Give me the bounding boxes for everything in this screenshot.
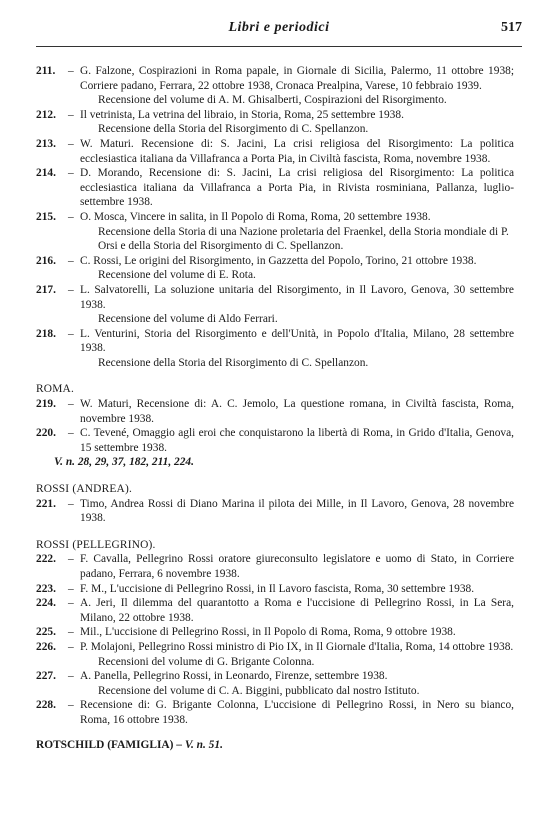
entry-number: 227. [36, 670, 56, 683]
entry-dash: – [68, 670, 74, 683]
entry-dash: – [68, 427, 74, 440]
entry-content [80, 137, 514, 166]
entry-text: Recensione di: G. Brigante Colonna, L'uccisione di Pellegrino Rossi, in Nero su bianco, Roma, 16 ottobre 1938. [80, 699, 514, 726]
entry-content [80, 497, 514, 526]
bib-entry [36, 625, 514, 640]
bib-entry [36, 552, 514, 581]
bib-entry [36, 497, 514, 526]
entry-content [80, 640, 514, 669]
entry-content [80, 596, 514, 625]
entry-number: 214. [36, 167, 56, 180]
entry-text: Timo, Andrea Rossi di Diano Marina il pilota dei Mille, in Il Lavoro, Genova, 28 novembre 1938. [80, 497, 514, 525]
entry-number: 216. [36, 254, 56, 267]
entry-content [80, 283, 514, 327]
entry-content [80, 625, 514, 640]
entry-text: A. Jeri, Il dilemma del quarantotto a Roma e l'uccisione di Pellegrino Rossi, in La Sera, Milano, 22 ottobre 1938. [80, 597, 514, 624]
entry-text: W. Maturi. Recensione di: S. Jacini, La crisi religiosa del Risorgimento: La politica ecclesiastica italiana da Villafranca a Porta Pia, in Civiltà fascista, Roma, novembre 1938. [80, 137, 514, 165]
footer-label: ROTSCHILD (FAMIGLIA) [36, 738, 174, 751]
bib-entry [36, 582, 514, 597]
entry-dash: – [68, 640, 74, 653]
entry-content [80, 426, 514, 455]
entry-text: F. Cavalla, Pellegrino Rossi oratore giureconsulto legislatore e uomo di Stato, in Corriere padano, Ferrara, 6 novembre 1938. [80, 553, 514, 580]
entry-dash: – [68, 167, 74, 180]
entry-content [80, 166, 514, 210]
entry-dash: – [68, 108, 74, 121]
entry-content [80, 254, 514, 283]
bib-entry [36, 166, 514, 210]
entry-number: 223. [36, 582, 56, 595]
entry-text: L. Venturini, Storia del Risorgimento e dell'Unità, in Popolo d'Italia, Milano, 28 settembre 1938. [80, 327, 514, 355]
entry-text: D. Morando, Recensione di: S. Jacini, La crisi religiosa del Risorgimento: La politica ecclesiastica italiana da Villafranca a Porta Pia, in Rivista rosminiana, Pallanza, luglio-settembre 1938. [80, 167, 514, 209]
header-rule [36, 46, 522, 47]
bib-entry [36, 640, 514, 669]
bib-entry [36, 283, 514, 327]
entry-content [80, 64, 514, 108]
entry-number: 211. [36, 65, 56, 77]
entry-text: O. Mosca, Vincere in salita, in Il Popolo di Roma, Roma, 20 settembre 1938. [80, 210, 431, 223]
section-heading: ROMA. [36, 383, 75, 396]
entry-number: 213. [36, 137, 56, 150]
entry-note: Recensione della Storia di una Nazione proletaria del Fraenkel, della Storia mondiale di P. Orsi e della Storia del Risorgimento di C. Spellanzon. [98, 225, 509, 253]
entry-note: Recensione del volume di A. M. Ghisalberti, Cospirazioni del Risorgimento. [98, 94, 447, 107]
entry-dash: – [68, 327, 74, 340]
entry-content [80, 669, 514, 698]
entry-content [80, 397, 514, 426]
bib-entry [36, 327, 514, 371]
entry-text: C. Tevené, Omaggio agli eroi che conquistarono la libertà di Roma, in Grido d'Italia, Genova, 15 settembre 1938. [80, 427, 514, 454]
entry-content [80, 327, 514, 371]
entry-note: Recensione del volume di E. Rota. [98, 269, 256, 282]
entry-number: 225. [36, 626, 56, 639]
entry-dash: – [68, 254, 74, 267]
entry-text: Il vetrinista, La vetrina del libraio, in Storia, Roma, 25 settembre 1938. [80, 108, 404, 121]
bibliography-body [36, 64, 514, 752]
entry-dash: – [68, 497, 74, 510]
entry-dash: – [68, 699, 74, 712]
page-number: 517 [501, 20, 522, 35]
bib-entry [36, 108, 514, 137]
section-heading: ROSSI (PELLEGRINO). [36, 538, 156, 551]
entry-text: G. Falzone, Cospirazioni in Roma papale, in Giornale di Sicilia, Palermo, 11 ottobre 1938; Corriere padano, Ferrara, 22 ottobre 1938, Cronaca Prealpina, Varese, 10 febbraio 1939. [80, 65, 514, 92]
bib-entry [36, 596, 514, 625]
entry-text: C. Rossi, Le origini del Risorgimento, in Gazzetta del Popolo, Torino, 21 ottobre 1938. [80, 254, 477, 267]
entry-text: P. Molajoni, Pellegrino Rossi ministro di Pio IX, in Il Giornale d'Italia, Roma, 14 ottobre 1938. [80, 640, 514, 653]
entry-dash: – [68, 597, 74, 610]
entry-dash: – [68, 283, 74, 296]
entry-note: Recensioni del volume di G. Brigante Colonna. [98, 655, 315, 668]
entry-number: 220. [36, 427, 56, 440]
bib-entry [36, 64, 514, 108]
entry-text: Mil., L'uccisione di Pellegrino Rossi, in Il Popolo di Roma, Roma, 9 ottobre 1938. [80, 626, 456, 639]
bib-entry [36, 137, 514, 166]
entry-number: 222. [36, 553, 56, 566]
see-also-ref: V. n. 28, 29, 37, 182, 211, 224. [54, 456, 194, 469]
running-title: Libri e periodici [228, 20, 330, 35]
entry-number: 226. [36, 640, 56, 653]
entry-number: 219. [36, 398, 56, 411]
entry-text: L. Salvatorelli, La soluzione unitaria del Risorgimento, in Il Lavoro, Genova, 30 settembre 1938. [80, 283, 514, 311]
entry-number: 215. [36, 210, 56, 223]
bib-entry [36, 210, 514, 254]
entry-number: 221. [36, 497, 56, 510]
entry-text: F. M., L'uccisione di Pellegrino Rossi, in Il Lavoro fascista, Roma, 30 settembre 1938. [80, 582, 475, 595]
entry-number: 212. [36, 108, 56, 121]
entry-number: 217. [36, 283, 56, 296]
entry-number: 224. [36, 597, 56, 610]
entry-dash: – [68, 582, 74, 595]
entry-dash: – [68, 626, 74, 639]
entry-dash: – [68, 398, 74, 411]
entry-content [80, 698, 514, 727]
entry-number: 218. [36, 327, 56, 340]
entry-dash: – [68, 210, 74, 223]
bib-entry [36, 698, 514, 727]
entry-text: W. Maturi, Recensione di: A. C. Jemolo, La questione romana, in Civiltà fascista, Roma, novembre 1938. [80, 398, 514, 425]
bib-entry [36, 669, 514, 698]
footer-see: V. n. 51. [184, 738, 223, 751]
entry-content [80, 552, 514, 581]
entry-note: Recensione del volume di Aldo Ferrari. [98, 313, 278, 326]
entry-note: Recensione della Storia del Risorgimento di C. Spellanzon. [98, 356, 369, 369]
entry-note: Recensione della Storia del Risorgimento di C. Spellanzon. [98, 123, 369, 136]
bib-entry [36, 426, 514, 455]
footer-ref [36, 738, 514, 753]
entry-content [80, 210, 514, 254]
running-header [36, 20, 522, 40]
bib-entry [36, 254, 514, 283]
entry-note: Recensione del volume di C. A. Biggini, pubblicato dal nostro Istituto. [98, 684, 420, 697]
entry-number: 228. [36, 699, 56, 712]
entry-text: A. Panella, Pellegrino Rossi, in Leonardo, Firenze, settembre 1938. [80, 670, 388, 683]
entry-dash: – [68, 553, 74, 566]
entry-content [80, 582, 514, 597]
section-heading: ROSSI (ANDREA). [36, 483, 133, 496]
entry-dash: – [68, 137, 74, 150]
bib-entry [36, 397, 514, 426]
entry-dash: – [68, 65, 74, 77]
footer-sep: – [173, 738, 185, 751]
entry-content [80, 108, 514, 137]
